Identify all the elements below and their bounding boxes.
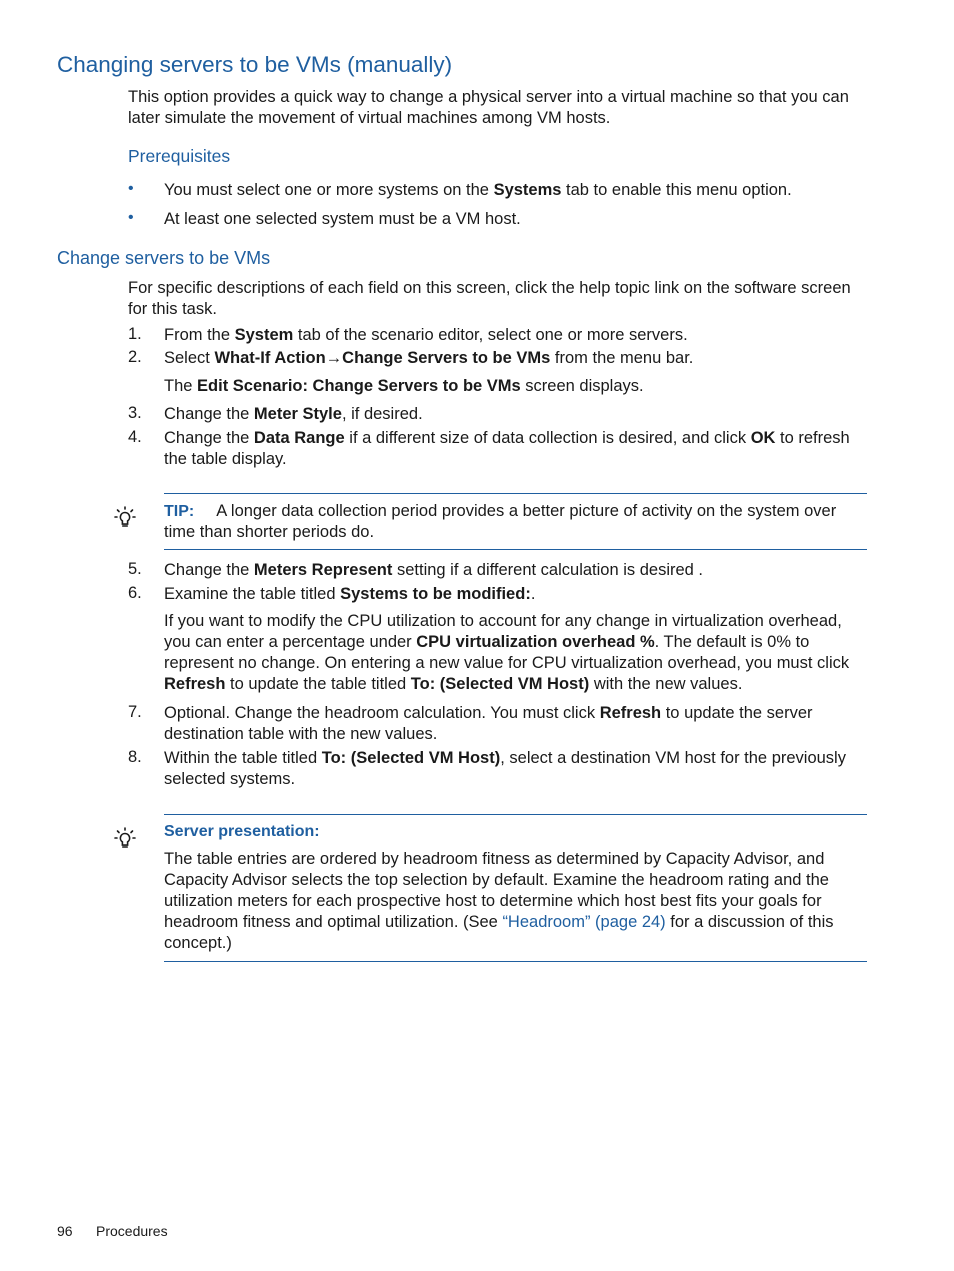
note-top-rule bbox=[164, 814, 867, 815]
text-run: The bbox=[164, 377, 198, 395]
step-number: 7. bbox=[128, 703, 142, 721]
text-run-bold: Refresh bbox=[164, 675, 226, 693]
text-run-bold: Change Servers to be VMs bbox=[342, 349, 551, 367]
text-run-bold: System bbox=[234, 326, 294, 344]
text-run: You must select one or more systems on the bbox=[164, 181, 494, 199]
text-run: Optional. Change the headroom calculation. You must click bbox=[164, 704, 600, 722]
section-heading: Change servers to be VMs bbox=[57, 248, 271, 268]
text-run: to refresh the table display. bbox=[164, 429, 850, 468]
text-run: with the new values. bbox=[589, 675, 743, 693]
text-run: from the menu bar. bbox=[550, 349, 694, 367]
text-run: if a different size of data collection is desired, and click bbox=[344, 429, 751, 447]
text-run-bold: To: (Selected VM Host) bbox=[321, 749, 501, 767]
text-run-bold: Meter Style bbox=[253, 405, 342, 423]
step-number: 3. bbox=[128, 404, 142, 422]
text-run: , if desired. bbox=[341, 405, 423, 423]
text-run: . bbox=[530, 585, 536, 603]
arrow-icon: → bbox=[325, 349, 343, 367]
note-text bbox=[164, 849, 872, 954]
page-title: Changing servers to be VMs (manually) bbox=[57, 52, 453, 77]
step-number: 2. bbox=[128, 348, 142, 366]
tip-top-rule bbox=[164, 493, 867, 494]
step-text bbox=[164, 560, 703, 581]
step-number: 5. bbox=[128, 560, 142, 578]
text-run-bold: To: (Selected VM Host) bbox=[410, 675, 590, 693]
bullet-icon: • bbox=[128, 180, 134, 197]
text-run-bold: Data Range bbox=[253, 429, 345, 447]
text-run: , select a destination VM host for the previously selected systems. bbox=[164, 749, 846, 788]
text-run-bold: Edit Scenario: Change Servers to be VMs bbox=[197, 377, 521, 395]
step-text bbox=[164, 404, 423, 425]
text-run: A longer data collection period provides a better picture of activity on the system over time than shorter periods do. bbox=[164, 502, 837, 541]
tip-bottom-rule bbox=[164, 549, 867, 550]
headroom-link[interactable]: “Headroom” (page 24) bbox=[502, 913, 666, 931]
text-run: screen displays. bbox=[520, 377, 644, 395]
lightbulb-icon bbox=[114, 506, 136, 530]
step-note bbox=[164, 376, 644, 397]
text-run: . The default is 0% to represent no change. On entering a new value for CPU virtualization overhead, you must click bbox=[164, 633, 850, 672]
step-number: 6. bbox=[128, 584, 142, 602]
text-run: From the bbox=[164, 326, 235, 344]
intro-paragraph: This option provides a quick way to change a physical server into a virtual machine so that you can later simulate the movement of virtual machines among VM hosts. bbox=[128, 88, 849, 127]
text-run: to update the table titled bbox=[225, 675, 411, 693]
tip-label: TIP: bbox=[164, 503, 195, 520]
text-run-bold: Systems bbox=[493, 181, 562, 199]
lightbulb-icon bbox=[114, 827, 136, 851]
step-number: 8. bbox=[128, 748, 142, 766]
step-number: 4. bbox=[128, 428, 142, 446]
step-text bbox=[164, 584, 535, 605]
text-run: The table entries are ordered by headroom fitness as determined by Capacity Advisor, and Capacity Advisor selects the top selection by default. Examine the headroom rating and the utilization meters for each prospective host to determine which host best fits your goals for headroom fitness and optimal utilization. (See bbox=[164, 850, 829, 931]
text-run-bold: Systems to be modified: bbox=[340, 585, 531, 603]
prerequisites-heading: Prerequisites bbox=[128, 146, 231, 166]
step-text bbox=[164, 428, 872, 470]
text-run: Change the bbox=[164, 561, 254, 579]
text-run: Change the bbox=[164, 429, 254, 447]
step-text bbox=[164, 325, 688, 346]
step-text bbox=[164, 348, 693, 369]
text-run-bold: What-If Action bbox=[214, 349, 326, 367]
step-number: 1. bbox=[128, 325, 142, 343]
note-bottom-rule bbox=[164, 961, 867, 962]
text-run: If you want to modify the CPU utilization to account for any change in virtualization overhead, you can enter a percentage under bbox=[164, 612, 842, 651]
text-run: Change the bbox=[164, 405, 254, 423]
text-run: tab of the scenario editor, select one or more servers. bbox=[293, 326, 688, 344]
text-run: for a discussion of this concept.) bbox=[164, 913, 834, 952]
prerequisite-item: At least one selected system must be a VM host. bbox=[164, 210, 521, 228]
text-run-bold: Refresh bbox=[599, 704, 662, 722]
text-run-bold: CPU virtualization overhead % bbox=[416, 633, 655, 651]
tip-text bbox=[164, 501, 868, 543]
text-run: Within the table titled bbox=[164, 749, 322, 767]
bullet-icon: • bbox=[128, 209, 134, 226]
page-number: 96 bbox=[57, 1223, 73, 1239]
text-run-bold: OK bbox=[750, 429, 776, 447]
note-label: Server presentation: bbox=[164, 823, 320, 840]
text-run: Select bbox=[164, 349, 215, 367]
text-run: setting if a different calculation is desired . bbox=[392, 561, 704, 579]
step-text bbox=[164, 748, 872, 790]
prerequisite-item bbox=[164, 180, 792, 201]
step-text bbox=[164, 703, 864, 745]
text-run: Examine the table titled bbox=[164, 585, 341, 603]
text-run-bold: Meters Represent bbox=[253, 561, 393, 579]
footer-section: Procedures bbox=[96, 1223, 168, 1239]
text-run: tab to enable this menu option. bbox=[561, 181, 792, 199]
step-note bbox=[164, 611, 872, 695]
text-run: to update the server destination table with the new values. bbox=[164, 704, 813, 743]
section-intro: For specific descriptions of each field on this screen, click the help topic link on the software screen for this task. bbox=[128, 279, 851, 318]
